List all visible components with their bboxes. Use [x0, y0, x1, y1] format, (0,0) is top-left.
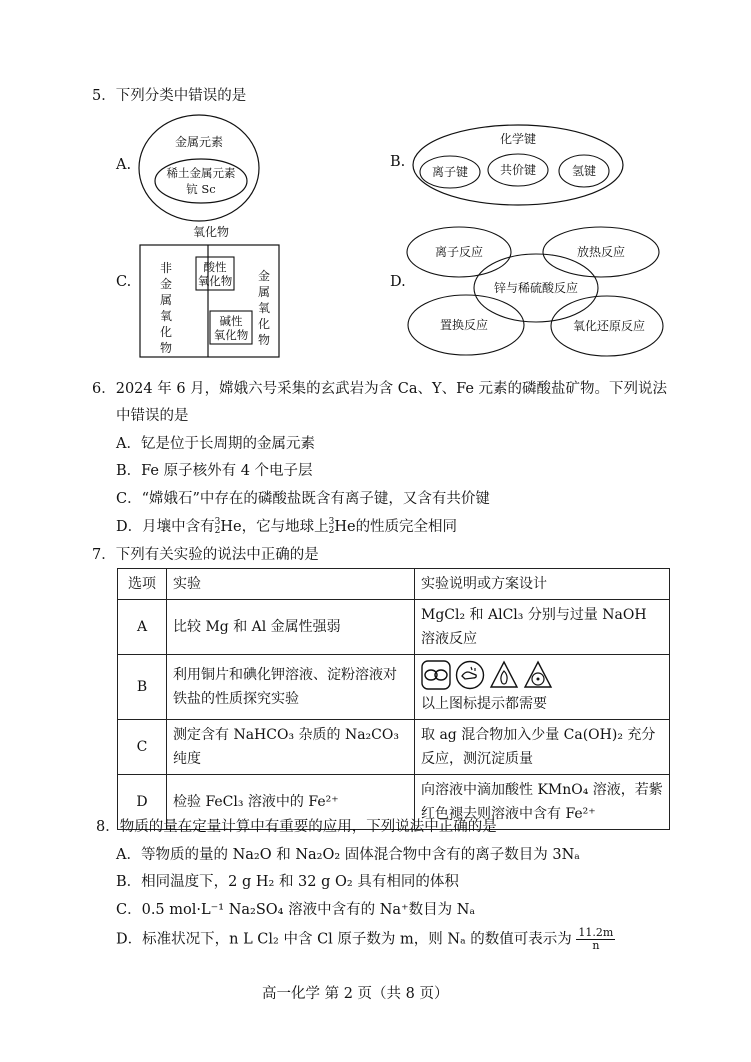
nonmetal-oxide-char: 氧 — [159, 309, 173, 323]
q8-option-c: C．0.5 mol·L⁻¹ Na₂SO₄ 溶液中含有的 Na⁺数目为 Nₐ — [116, 902, 476, 918]
row-experiment: 检验 FeCl₃ 溶液中的 Fe²⁺ — [167, 775, 415, 830]
ionic-bond-label: 离子键 — [431, 165, 469, 179]
row-option: D — [118, 775, 167, 830]
experiment-table — [117, 568, 670, 830]
nonmetal-oxide-char: 物 — [159, 341, 173, 355]
row-experiment: 比较 Mg 和 Al 金属性强弱 — [167, 600, 415, 655]
isotope-atomic-number: 2 — [214, 526, 221, 536]
table-header-row — [118, 569, 670, 600]
isotope-symbol: He — [334, 519, 356, 535]
table-row — [118, 720, 670, 775]
zinc-acid-label: 锌与稀硫酸反应 — [493, 281, 579, 295]
goggles-icon — [421, 660, 451, 690]
basic-oxide-label: 氧化物 — [213, 328, 249, 342]
q6-option-c: C．“嫦娥石”中存在的磷酸盐既含有离子键，又含有共价键 — [116, 491, 490, 507]
page-footer: 高一化学 第 2 页（共 8 页） — [262, 986, 449, 1002]
metal-oxide-char: 金 — [257, 269, 271, 283]
acidic-oxide-label: 氧化物 — [197, 274, 233, 288]
q5-option-a-label: A. — [116, 157, 132, 173]
metal-oxide-char: 属 — [257, 285, 271, 299]
nonmetal-oxide-char: 金 — [159, 277, 173, 291]
hydrogen-bond-label: 氢键 — [571, 164, 597, 178]
q5-a-venn-diagram — [136, 112, 262, 224]
row-experiment: 测定含有 NaHCO₃ 杂质的 Na₂CO₃ 纯度 — [167, 720, 415, 775]
icon-hint-text: 以上图标提示都需要 — [421, 696, 547, 712]
row-option: B — [118, 655, 167, 720]
fraction — [576, 927, 615, 952]
rare-earth-label: 稀土金属元素 — [166, 166, 236, 180]
q7-stem: 7．下列有关实验的说法中正确的是 — [92, 547, 319, 563]
isotope-atomic-number: 2 — [328, 526, 335, 536]
q6-d-suffix: 的性质完全相同 — [355, 519, 458, 535]
scandium-label: 钪 Sc — [186, 182, 216, 196]
q6-option-b: B．Fe 原子核外有 4 个电子层 — [116, 463, 313, 479]
metal-oxide-char: 物 — [257, 333, 271, 347]
q8-d-text: D．标准状况下，n L Cl₂ 中含 Cl 原子数为 m，则 Nₐ 的数值可表示为 — [116, 931, 572, 948]
hand-wash-icon — [455, 660, 485, 690]
row-option: A — [118, 600, 167, 655]
q8-stem: 8．物质的量在定量计算中有重要的应用，下列说法中正确的是 — [96, 819, 497, 835]
row-description: 向溶液中滴加酸性 KMnO₄ 溶液，若紫红色褪去则溶液中含有 Fe²⁺ — [415, 775, 670, 830]
q5-c-diagram — [136, 222, 286, 360]
fraction-numerator: 11.2m — [578, 926, 614, 939]
q5-option-d-label: D. — [390, 274, 406, 290]
header-experiment: 实验 — [167, 569, 415, 600]
redox-label: 氧化还原反应 — [572, 319, 646, 333]
q6-option-a: A．钇是位于长周期的金属元素 — [116, 436, 315, 452]
table-row — [118, 600, 670, 655]
table-row — [118, 655, 670, 720]
displacement-label: 置换反应 — [439, 318, 489, 332]
row-description-with-icons — [415, 655, 670, 720]
exothermic-label: 放热反应 — [576, 245, 626, 259]
fraction-denominator: n — [592, 939, 600, 952]
fan-icon — [523, 660, 553, 690]
q8-option-a: A．等物质的量的 Na₂O 和 Na₂O₂ 固体混合物中含有的离子数目为 3Nₐ — [116, 847, 580, 863]
nonmetal-oxide-char: 化 — [159, 325, 173, 339]
oxide-label: 氧化物 — [192, 225, 230, 239]
header-description: 实验说明或方案设计 — [415, 569, 670, 600]
isotope-mass-number: 3 — [328, 517, 335, 527]
ionic-reaction-label: 离子反应 — [434, 245, 484, 259]
q6-d-middle: ，它与地球上 — [241, 519, 329, 535]
flame-icon — [489, 660, 519, 690]
q5-d-venn-diagram — [404, 225, 666, 361]
nonmetal-oxide-char: 属 — [159, 293, 173, 307]
basic-oxide-label: 碱性 — [219, 314, 243, 328]
q6-option-d — [116, 515, 457, 536]
q6-d-prefix: D．月壤中含有 — [116, 519, 215, 535]
q5-option-b-label: B. — [390, 154, 406, 170]
metal-element-label: 金属元素 — [174, 135, 224, 149]
row-option: C — [118, 720, 167, 775]
safety-icon-row — [421, 660, 663, 690]
row-description: 取 ag 混合物加入少量 Ca(OH)₂ 充分反应，测沉淀质量 — [415, 720, 670, 775]
q8-option-d — [116, 927, 615, 952]
chemical-bond-label: 化学键 — [499, 132, 537, 146]
q6-stem-line2: 中错误的是 — [116, 408, 189, 424]
row-description: MgCl₂ 和 AlCl₃ 分别与过量 NaOH 溶液反应 — [415, 600, 670, 655]
acidic-oxide-label: 酸性 — [203, 260, 227, 274]
metal-oxide-char: 化 — [257, 317, 271, 331]
covalent-bond-label: 共价键 — [499, 163, 537, 177]
metal-oxide-char: 氧 — [257, 301, 271, 315]
header-option: 选项 — [118, 569, 167, 600]
isotope-mass-number: 3 — [214, 517, 221, 527]
isotope-symbol: He — [220, 519, 242, 535]
q8-option-b: B．相同温度下，2 g H₂ 和 32 g O₂ 具有相同的体积 — [116, 874, 459, 890]
q5-b-diagram — [410, 122, 626, 208]
q5-stem: 5．下列分类中错误的是 — [92, 88, 247, 104]
row-experiment: 利用铜片和碘化钾溶液、淀粉溶液对铁盐的性质探究实验 — [167, 655, 415, 720]
q6-stem-line1: 6．2024 年 6 月，嫦娥六号采集的玄武岩为含 Ca、Y、Fe 元素的磷酸盐矿物。下列说法 — [92, 381, 668, 397]
nonmetal-oxide-char: 非 — [159, 261, 173, 275]
q5-option-c-label: C. — [116, 274, 132, 290]
